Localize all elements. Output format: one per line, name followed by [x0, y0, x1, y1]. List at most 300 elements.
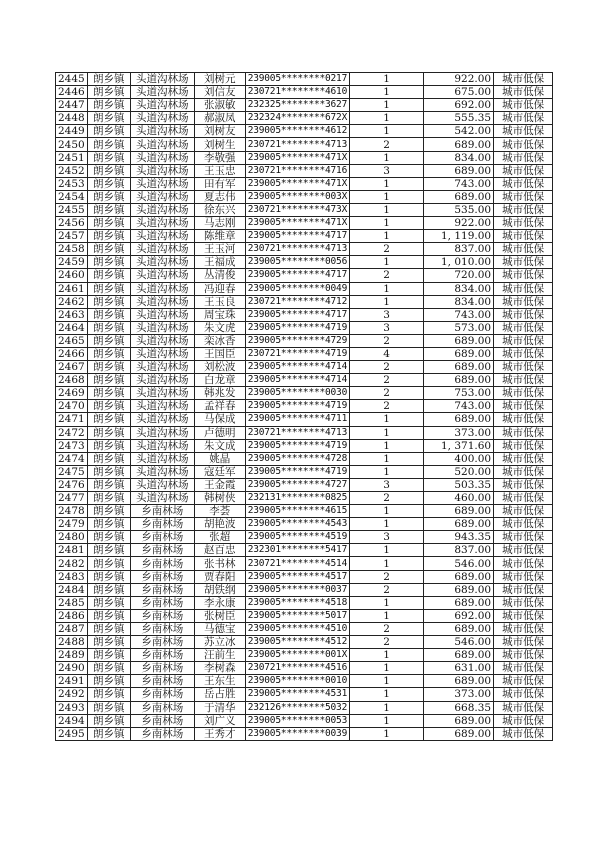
id-number-cell: 239005********4518 — [245, 596, 349, 609]
row-number-cell: 2460 — [56, 269, 88, 282]
name-cell: 李敬强 — [194, 151, 245, 164]
assistance-type-cell: 城市低保 — [494, 86, 553, 99]
row-number-cell: 2464 — [56, 321, 88, 334]
assistance-type-cell: 城市低保 — [494, 596, 553, 609]
assistance-type-cell: 城市低保 — [494, 151, 553, 164]
id-number-cell: 239005********0217 — [245, 73, 349, 86]
amount-cell: 922.00 — [424, 217, 494, 230]
table-row — [56, 190, 553, 203]
name-cell: 夏志伟 — [194, 190, 245, 203]
row-number-cell: 2484 — [56, 583, 88, 596]
name-cell: 贾春阳 — [194, 570, 245, 583]
row-number-cell: 2475 — [56, 465, 88, 478]
row-number-cell: 2489 — [56, 649, 88, 662]
row-number-cell: 2479 — [56, 518, 88, 531]
row-number-cell: 2462 — [56, 295, 88, 308]
forest-farm-cell: 头道沟林场 — [130, 86, 194, 99]
town-cell: 朗乡镇 — [87, 151, 130, 164]
name-cell: 陈维章 — [194, 230, 245, 243]
town-cell: 朗乡镇 — [87, 203, 130, 216]
row-number-cell: 2480 — [56, 531, 88, 544]
amount-cell: 834.00 — [424, 282, 494, 295]
table-row — [56, 334, 553, 347]
household-count-cell: 3 — [350, 478, 424, 491]
household-count-cell: 1 — [350, 439, 424, 452]
table-row — [56, 478, 553, 491]
town-cell: 朗乡镇 — [87, 164, 130, 177]
table-row — [56, 544, 553, 557]
table-row — [56, 675, 553, 688]
household-count-cell: 1 — [350, 544, 424, 557]
household-count-cell: 1 — [350, 295, 424, 308]
assistance-type-cell: 城市低保 — [494, 557, 553, 570]
amount-cell: 546.00 — [424, 557, 494, 570]
town-cell: 朗乡镇 — [87, 570, 130, 583]
table-row — [56, 636, 553, 649]
forest-farm-cell: 头道沟林场 — [130, 269, 194, 282]
household-count-cell: 1 — [350, 557, 424, 570]
household-count-cell: 1 — [350, 203, 424, 216]
household-count-cell: 1 — [350, 217, 424, 230]
id-number-cell: 239005********471X — [245, 217, 349, 230]
assistance-type-cell: 城市低保 — [494, 570, 553, 583]
household-count-cell: 2 — [350, 361, 424, 374]
id-number-cell: 239005********4717 — [245, 269, 349, 282]
amount-cell: 535.00 — [424, 203, 494, 216]
forest-farm-cell: 乡南林场 — [130, 544, 194, 557]
household-count-cell: 3 — [350, 531, 424, 544]
id-number-cell: 232301********5417 — [245, 544, 349, 557]
table-row — [56, 308, 553, 321]
amount-cell: 689.00 — [424, 596, 494, 609]
name-cell: 岳占胜 — [194, 688, 245, 701]
town-cell: 朗乡镇 — [87, 714, 130, 727]
assistance-type-cell: 城市低保 — [494, 518, 553, 531]
row-number-cell: 2453 — [56, 177, 88, 190]
table-row — [56, 138, 553, 151]
forest-farm-cell: 乡南林场 — [130, 622, 194, 635]
row-number-cell: 2490 — [56, 662, 88, 675]
row-number-cell: 2492 — [56, 688, 88, 701]
town-cell: 朗乡镇 — [87, 269, 130, 282]
assistance-type-cell: 城市低保 — [494, 164, 553, 177]
id-number-cell: 239005********4719 — [245, 439, 349, 452]
household-count-cell: 2 — [350, 243, 424, 256]
id-number-cell: 239005********003X — [245, 190, 349, 203]
forest-farm-cell: 头道沟林场 — [130, 151, 194, 164]
forest-farm-cell: 头道沟林场 — [130, 73, 194, 86]
row-number-cell: 2494 — [56, 714, 88, 727]
amount-cell: 400.00 — [424, 452, 494, 465]
amount-cell: 689.00 — [424, 164, 494, 177]
household-count-cell: 1 — [350, 151, 424, 164]
town-cell: 朗乡镇 — [87, 583, 130, 596]
forest-farm-cell: 头道沟林场 — [130, 452, 194, 465]
forest-farm-cell: 头道沟林场 — [130, 203, 194, 216]
name-cell: 胡铁纲 — [194, 583, 245, 596]
id-number-cell: 239005********001X — [245, 649, 349, 662]
household-count-cell: 2 — [350, 387, 424, 400]
table-row — [56, 531, 553, 544]
amount-cell: 692.00 — [424, 609, 494, 622]
assistance-type-cell: 城市低保 — [494, 400, 553, 413]
amount-cell: 689.00 — [424, 518, 494, 531]
assistance-type-cell: 城市低保 — [494, 465, 553, 478]
household-count-cell: 3 — [350, 164, 424, 177]
town-cell: 朗乡镇 — [87, 308, 130, 321]
name-cell: 朱文虎 — [194, 321, 245, 334]
assistance-type-cell: 城市低保 — [494, 505, 553, 518]
table-row — [56, 164, 553, 177]
amount-cell: 834.00 — [424, 151, 494, 164]
id-number-cell: 230721********4713 — [245, 243, 349, 256]
town-cell: 朗乡镇 — [87, 230, 130, 243]
amount-cell: 922.00 — [424, 73, 494, 86]
household-count-cell: 2 — [350, 400, 424, 413]
row-number-cell: 2468 — [56, 374, 88, 387]
table-row — [56, 570, 553, 583]
id-number-cell: 239005********0037 — [245, 583, 349, 596]
assistance-type-cell: 城市低保 — [494, 544, 553, 557]
town-cell: 朗乡镇 — [87, 426, 130, 439]
town-cell: 朗乡镇 — [87, 125, 130, 138]
forest-farm-cell: 头道沟林场 — [130, 400, 194, 413]
table-row — [56, 505, 553, 518]
row-number-cell: 2455 — [56, 203, 88, 216]
name-cell: 朱文成 — [194, 439, 245, 452]
name-cell: 郝淑凤 — [194, 112, 245, 125]
household-count-cell: 3 — [350, 321, 424, 334]
table-row — [56, 465, 553, 478]
name-cell: 王玉良 — [194, 295, 245, 308]
amount-cell: 837.00 — [424, 243, 494, 256]
town-cell: 朗乡镇 — [87, 688, 130, 701]
id-number-cell: 239005********4719 — [245, 465, 349, 478]
forest-farm-cell: 乡南林场 — [130, 662, 194, 675]
id-number-cell: 239005********4512 — [245, 636, 349, 649]
id-number-cell: 232324********672X — [245, 112, 349, 125]
name-cell: 王东生 — [194, 675, 245, 688]
id-number-cell: 239005********0053 — [245, 714, 349, 727]
table-row — [56, 596, 553, 609]
forest-farm-cell: 头道沟林场 — [130, 230, 194, 243]
assistance-type-cell: 城市低保 — [494, 492, 553, 505]
town-cell: 朗乡镇 — [87, 73, 130, 86]
id-number-cell: 239005********4717 — [245, 308, 349, 321]
forest-farm-cell: 头道沟林场 — [130, 308, 194, 321]
name-cell: 王国臣 — [194, 347, 245, 360]
household-count-cell: 1 — [350, 177, 424, 190]
amount-cell: 720.00 — [424, 269, 494, 282]
household-count-cell: 1 — [350, 649, 424, 662]
amount-cell: 834.00 — [424, 295, 494, 308]
name-cell: 于清华 — [194, 701, 245, 714]
amount-cell: 503.35 — [424, 478, 494, 491]
id-number-cell: 239005********4719 — [245, 400, 349, 413]
name-cell: 刘信友 — [194, 86, 245, 99]
assistance-type-cell: 城市低保 — [494, 622, 553, 635]
town-cell: 朗乡镇 — [87, 622, 130, 635]
household-count-cell: 3 — [350, 308, 424, 321]
amount-cell: 689.00 — [424, 190, 494, 203]
household-count-cell: 1 — [350, 596, 424, 609]
table-row — [56, 727, 553, 740]
row-number-cell: 2446 — [56, 86, 88, 99]
household-count-cell: 2 — [350, 583, 424, 596]
assistance-type-cell: 城市低保 — [494, 688, 553, 701]
town-cell: 朗乡镇 — [87, 347, 130, 360]
amount-cell: 520.00 — [424, 465, 494, 478]
assistance-type-cell: 城市低保 — [494, 112, 553, 125]
household-count-cell: 2 — [350, 622, 424, 635]
table-row — [56, 609, 553, 622]
assistance-type-cell: 城市低保 — [494, 321, 553, 334]
name-cell: 刘广义 — [194, 714, 245, 727]
household-count-cell: 1 — [350, 518, 424, 531]
household-count-cell: 1 — [350, 465, 424, 478]
row-number-cell: 2472 — [56, 426, 88, 439]
forest-farm-cell: 乡南林场 — [130, 636, 194, 649]
row-number-cell: 2493 — [56, 701, 88, 714]
amount-cell: 689.00 — [424, 583, 494, 596]
assistance-type-cell: 城市低保 — [494, 636, 553, 649]
row-number-cell: 2449 — [56, 125, 88, 138]
assistance-type-cell: 城市低保 — [494, 230, 553, 243]
assistance-type-cell: 城市低保 — [494, 73, 553, 86]
forest-farm-cell: 头道沟林场 — [130, 243, 194, 256]
town-cell: 朗乡镇 — [87, 478, 130, 491]
forest-farm-cell: 头道沟林场 — [130, 426, 194, 439]
forest-farm-cell: 头道沟林场 — [130, 138, 194, 151]
amount-cell: 689.00 — [424, 334, 494, 347]
amount-cell: 743.00 — [424, 308, 494, 321]
household-count-cell: 2 — [350, 374, 424, 387]
amount-cell: 689.00 — [424, 138, 494, 151]
town-cell: 朗乡镇 — [87, 492, 130, 505]
row-number-cell: 2447 — [56, 99, 88, 112]
assistance-type-cell: 城市低保 — [494, 675, 553, 688]
row-number-cell: 2476 — [56, 478, 88, 491]
household-count-cell: 1 — [350, 688, 424, 701]
amount-cell: 753.00 — [424, 387, 494, 400]
town-cell: 朗乡镇 — [87, 334, 130, 347]
row-number-cell: 2470 — [56, 400, 88, 413]
amount-cell: 675.00 — [424, 86, 494, 99]
name-cell: 刘树友 — [194, 125, 245, 138]
name-cell: 胡艳波 — [194, 518, 245, 531]
town-cell: 朗乡镇 — [87, 518, 130, 531]
name-cell: 张树臣 — [194, 609, 245, 622]
name-cell: 周宝珠 — [194, 308, 245, 321]
household-count-cell: 1 — [350, 727, 424, 740]
town-cell: 朗乡镇 — [87, 282, 130, 295]
assistance-type-cell: 城市低保 — [494, 714, 553, 727]
table-row — [56, 439, 553, 452]
forest-farm-cell: 头道沟林场 — [130, 334, 194, 347]
id-number-cell: 239005********4519 — [245, 531, 349, 544]
household-count-cell: 4 — [350, 347, 424, 360]
forest-farm-cell: 头道沟林场 — [130, 387, 194, 400]
name-cell: 马志刚 — [194, 217, 245, 230]
id-number-cell: 239005********4727 — [245, 478, 349, 491]
table-row — [56, 714, 553, 727]
assistance-type-cell: 城市低保 — [494, 609, 553, 622]
assistance-type-cell: 城市低保 — [494, 649, 553, 662]
assistance-type-cell: 城市低保 — [494, 374, 553, 387]
household-count-cell: 1 — [350, 230, 424, 243]
table-row — [56, 583, 553, 596]
household-count-cell: 2 — [350, 138, 424, 151]
amount-cell: 555.35 — [424, 112, 494, 125]
table-row — [56, 269, 553, 282]
amount-cell: 689.00 — [424, 505, 494, 518]
town-cell: 朗乡镇 — [87, 387, 130, 400]
household-count-cell: 1 — [350, 452, 424, 465]
forest-farm-cell: 乡南林场 — [130, 557, 194, 570]
household-count-cell: 2 — [350, 334, 424, 347]
assistance-type-cell: 城市低保 — [494, 177, 553, 190]
name-cell: 姚晶 — [194, 452, 245, 465]
amount-cell: 689.00 — [424, 727, 494, 740]
household-count-cell: 1 — [350, 112, 424, 125]
name-cell: 卢德明 — [194, 426, 245, 439]
forest-farm-cell: 乡南林场 — [130, 688, 194, 701]
town-cell: 朗乡镇 — [87, 321, 130, 334]
table-row — [56, 203, 553, 216]
town-cell: 朗乡镇 — [87, 505, 130, 518]
town-cell: 朗乡镇 — [87, 465, 130, 478]
amount-cell: 546.00 — [424, 636, 494, 649]
table-row — [56, 374, 553, 387]
row-number-cell: 2461 — [56, 282, 88, 295]
name-cell: 徐东兴 — [194, 203, 245, 216]
row-number-cell: 2486 — [56, 609, 88, 622]
name-cell: 白龙章 — [194, 374, 245, 387]
table-row — [56, 662, 553, 675]
row-number-cell: 2474 — [56, 452, 88, 465]
id-number-cell: 230721********4610 — [245, 86, 349, 99]
name-cell: 张书林 — [194, 557, 245, 570]
amount-cell: 1, 119.00 — [424, 230, 494, 243]
id-number-cell: 230721********4514 — [245, 557, 349, 570]
table-row — [56, 321, 553, 334]
table-row — [56, 125, 553, 138]
town-cell: 朗乡镇 — [87, 557, 130, 570]
town-cell: 朗乡镇 — [87, 361, 130, 374]
town-cell: 朗乡镇 — [87, 649, 130, 662]
id-number-cell: 239005********4714 — [245, 374, 349, 387]
amount-cell: 837.00 — [424, 544, 494, 557]
forest-farm-cell: 头道沟林场 — [130, 347, 194, 360]
household-count-cell: 1 — [350, 256, 424, 269]
town-cell: 朗乡镇 — [87, 452, 130, 465]
table-row — [56, 387, 553, 400]
table-row — [56, 256, 553, 269]
forest-farm-cell: 乡南林场 — [130, 570, 194, 583]
table-row — [56, 400, 553, 413]
amount-cell: 743.00 — [424, 400, 494, 413]
town-cell: 朗乡镇 — [87, 609, 130, 622]
name-cell: 寇廷军 — [194, 465, 245, 478]
forest-farm-cell: 头道沟林场 — [130, 492, 194, 505]
amount-cell: 573.00 — [424, 321, 494, 334]
id-number-cell: 239005********4728 — [245, 452, 349, 465]
household-count-cell: 1 — [350, 190, 424, 203]
id-number-cell: 230721********4712 — [245, 295, 349, 308]
assistance-type-cell: 城市低保 — [494, 190, 553, 203]
table-row — [56, 230, 553, 243]
table-row — [56, 347, 553, 360]
forest-farm-cell: 头道沟林场 — [130, 190, 194, 203]
row-number-cell: 2495 — [56, 727, 88, 740]
table-row — [56, 73, 553, 86]
assistance-type-cell: 城市低保 — [494, 256, 553, 269]
town-cell: 朗乡镇 — [87, 544, 130, 557]
row-number-cell: 2450 — [56, 138, 88, 151]
town-cell: 朗乡镇 — [87, 727, 130, 740]
table-row — [56, 452, 553, 465]
town-cell: 朗乡镇 — [87, 439, 130, 452]
table-row — [56, 295, 553, 308]
forest-farm-cell: 头道沟林场 — [130, 465, 194, 478]
forest-farm-cell: 头道沟林场 — [130, 321, 194, 334]
id-number-cell: 239005********0039 — [245, 727, 349, 740]
table-row — [56, 492, 553, 505]
table-row — [56, 282, 553, 295]
forest-farm-cell: 乡南林场 — [130, 649, 194, 662]
assistance-type-cell: 城市低保 — [494, 701, 553, 714]
forest-farm-cell: 头道沟林场 — [130, 478, 194, 491]
table-row — [56, 217, 553, 230]
name-cell: 韩兆发 — [194, 387, 245, 400]
id-number-cell: 232126********5032 — [245, 701, 349, 714]
forest-farm-cell: 头道沟林场 — [130, 282, 194, 295]
assistance-type-cell: 城市低保 — [494, 583, 553, 596]
town-cell: 朗乡镇 — [87, 256, 130, 269]
town-cell: 朗乡镇 — [87, 675, 130, 688]
row-number-cell: 2445 — [56, 73, 88, 86]
row-number-cell: 2459 — [56, 256, 88, 269]
row-number-cell: 2463 — [56, 308, 88, 321]
household-count-cell: 2 — [350, 570, 424, 583]
id-number-cell: 230721********4713 — [245, 138, 349, 151]
table-row — [56, 361, 553, 374]
assistance-type-cell: 城市低保 — [494, 452, 553, 465]
id-number-cell: 239005********0010 — [245, 675, 349, 688]
town-cell: 朗乡镇 — [87, 413, 130, 426]
assistance-type-cell: 城市低保 — [494, 361, 553, 374]
name-cell: 王福成 — [194, 256, 245, 269]
id-number-cell: 239005********471X — [245, 151, 349, 164]
town-cell: 朗乡镇 — [87, 177, 130, 190]
household-count-cell: 1 — [350, 701, 424, 714]
forest-farm-cell: 头道沟林场 — [130, 413, 194, 426]
table-row — [56, 413, 553, 426]
table-row — [56, 99, 553, 112]
name-cell: 田有军 — [194, 177, 245, 190]
id-number-cell: 239005********4510 — [245, 622, 349, 635]
id-number-cell: 239005********4531 — [245, 688, 349, 701]
table-row — [56, 557, 553, 570]
amount-cell: 689.00 — [424, 622, 494, 635]
id-number-cell: 239005********4615 — [245, 505, 349, 518]
household-count-cell: 1 — [350, 505, 424, 518]
row-number-cell: 2483 — [56, 570, 88, 583]
row-number-cell: 2452 — [56, 164, 88, 177]
forest-farm-cell: 乡南林场 — [130, 505, 194, 518]
name-cell: 刘树元 — [194, 73, 245, 86]
id-number-cell: 239005********4717 — [245, 230, 349, 243]
